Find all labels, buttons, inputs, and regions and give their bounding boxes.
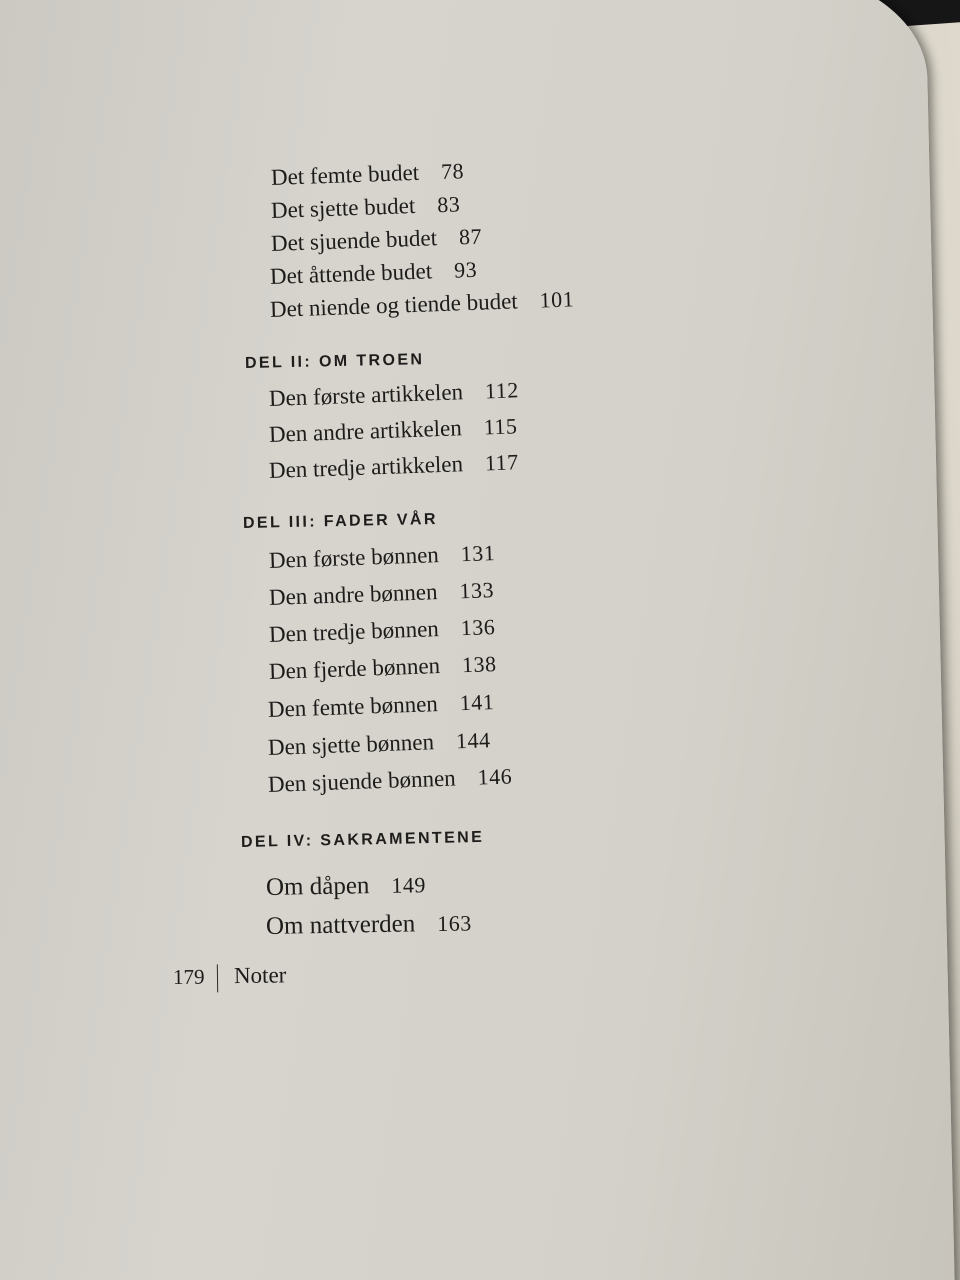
toc-entry: [271, 190, 461, 225]
toc-entry: [269, 448, 520, 485]
toc-entry-title: Den sjette bønnen: [267, 729, 435, 760]
toc-entry-page: 133: [459, 577, 495, 604]
toc-entry-title: Om nattverden: [265, 910, 416, 940]
toc-entry: [269, 539, 496, 575]
toc-entry: [269, 650, 497, 686]
toc-entry-page: 146: [477, 763, 513, 790]
toc-entry: [271, 223, 483, 258]
toc-entry-title: Den femte bønnen: [267, 691, 439, 722]
page-footer: [173, 962, 287, 992]
toc-entry-page: 117: [484, 449, 520, 476]
footer-divider: [216, 964, 218, 992]
toc-entry: [269, 412, 518, 449]
toc-entry-page: 78: [440, 158, 465, 185]
section-heading-part4: DEL IV: SAKRAMENTENE: [240, 828, 485, 851]
toc-entry: [269, 576, 495, 612]
toc-entry-page: 93: [453, 256, 478, 283]
toc-entry: [270, 285, 575, 324]
toc-entry-title: Det åttende budet: [269, 258, 433, 289]
toc-entry: [266, 871, 426, 902]
toc-entry-page: 138: [461, 651, 497, 678]
section-heading-part3: DEL III: FADER VÅR: [242, 510, 439, 532]
toc-entry-title: Det femte budet: [270, 159, 420, 190]
toc-entry-title: Det sjuende budet: [270, 225, 438, 256]
toc-entry-title: Om dåpen: [265, 872, 370, 901]
toc-entry-title: Den andre artikkelen: [268, 415, 463, 447]
toc-entry: [269, 376, 520, 413]
toc-entry-page: 149: [391, 872, 427, 898]
section-heading-part2: DEL II: OM TROEN: [244, 351, 425, 372]
footer-title: Noter: [233, 962, 287, 989]
toc-entry-title: Den første artikkelen: [268, 379, 464, 411]
toc-entry: [268, 726, 491, 762]
toc-entry-title: Den tredje artikkelen: [268, 451, 464, 483]
toc-entry: [268, 762, 513, 799]
toc-entry-page: 87: [458, 223, 483, 250]
toc-entry-title: Den tredje bønnen: [268, 616, 440, 647]
toc-entry-title: Den første bønnen: [268, 542, 440, 573]
toc-entry: [268, 688, 495, 724]
toc-entry-page: 163: [437, 910, 472, 937]
toc-entry-title: Det niende og tiende budet: [269, 288, 519, 322]
toc-entry-title: Den sjuende bønnen: [267, 765, 457, 797]
toc-entry-page: 144: [455, 727, 491, 754]
toc-entry-page: 141: [459, 689, 495, 716]
toc-entry-page: 83: [436, 191, 461, 218]
toc-entry-title: Det sjette budet: [270, 192, 416, 223]
toc-entry-page: 101: [539, 286, 575, 313]
toc-entry-page: 115: [483, 413, 518, 440]
toc-entry-page: 131: [460, 540, 496, 567]
toc-entry-title: Den andre bønnen: [268, 579, 438, 610]
toc-entry: [269, 613, 496, 649]
toc-entry: [271, 157, 465, 192]
toc-entry-page: 112: [484, 377, 520, 404]
toc-entry-page: 136: [460, 614, 496, 641]
toc-entry-title: Den fjerde bønnen: [268, 653, 441, 684]
page-number: 179: [172, 964, 205, 989]
toc-entry: [266, 909, 472, 941]
toc-entry: [270, 256, 478, 291]
